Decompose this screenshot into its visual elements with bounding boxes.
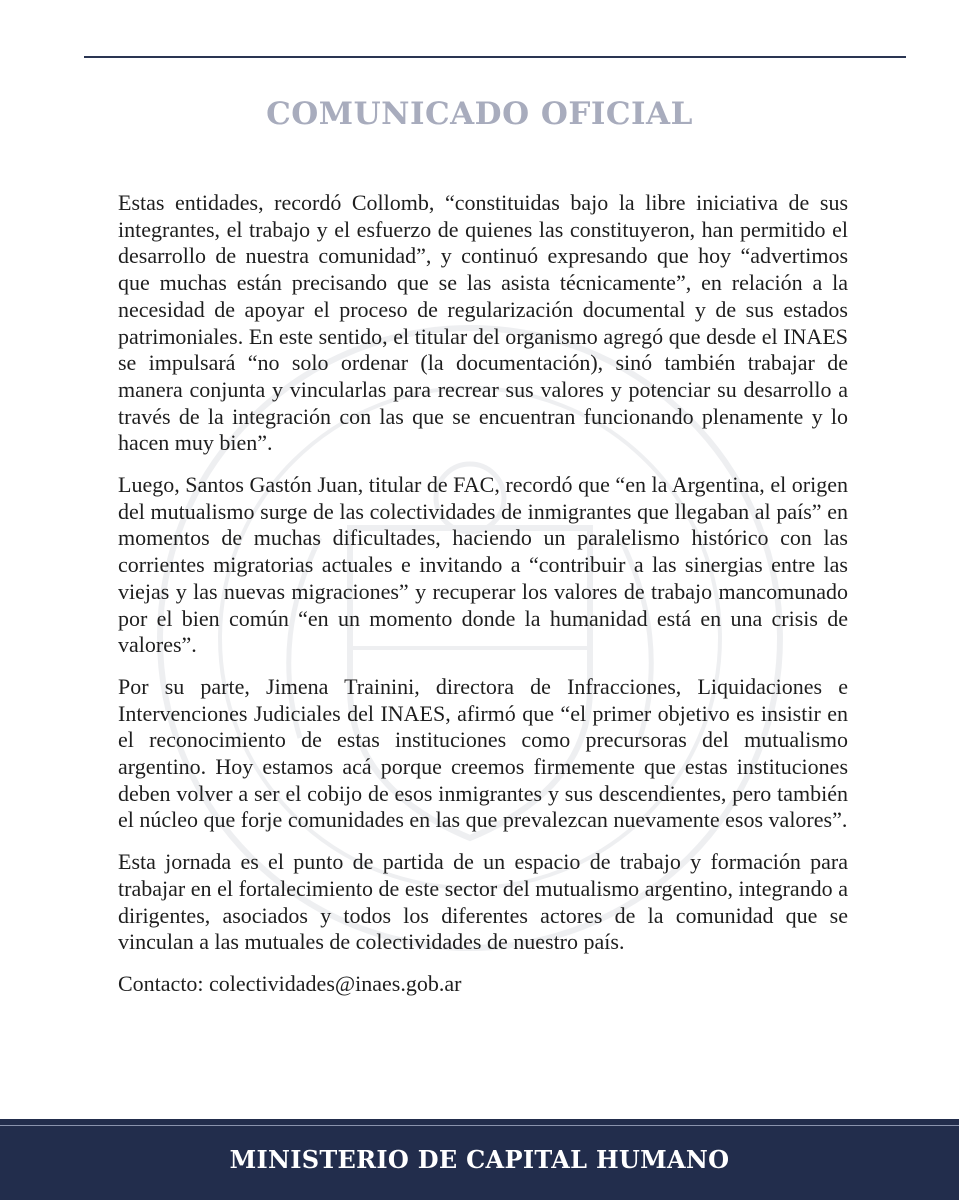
- footer-divider: [0, 1125, 959, 1126]
- ministry-name: MINISTERIO DE CAPITAL HUMANO: [229, 1145, 730, 1174]
- paragraph: Por su parte, Jimena Trainini, directora de Infracciones, Liquidaciones e Intervenciones Judiciales del INAES, afirmó que “el primer objetivo es insistir en el reconocimiento de estas instituciones como precursoras del mutualismo argentino. Hoy estamos acá porque creemos firmemente que estas instituciones deben volver a ser el cobijo de esos inmigrantes y sus descendientes, pero también el núcleo que forje comunidades en las que prevalezcan nuevamente esos valores”.: [118, 673, 848, 833]
- top-divider: [84, 56, 906, 58]
- footer-banner: [0, 1119, 959, 1200]
- paragraph: Luego, Santos Gastón Juan, titular de FAC, recordó que “en la Argentina, el origen del mutualismo surge de las colectividades de inmigrantes que llegaban al país” en momentos de muchas dificultades, haciendo un paralelismo histórico con las corrientes migratorias actuales e invitando a “contribuir a las sinergias entre las viejas y las nuevas migraciones” y recuperar los valores de trabajo mancomunado por el bien común “en un momento donde la humanidad está en una crisis de valores”.: [118, 472, 848, 658]
- page-title: COMUNICADO OFICIAL: [266, 96, 693, 132]
- paragraph: Esta jornada es el punto de partida de un espacio de trabajo y formación para trabajar en el fortalecimiento de este sector del mutualismo argentino, integrando a dirigentes, asociados y todos los diferentes actores de la comunidad que se vinculan a las mutuales de colectividades de nuestro país.: [118, 849, 848, 955]
- paragraph: Estas entidades, recordó Collomb, “constituidas bajo la libre iniciativa de sus integrantes, el trabajo y el esfuerzo de quienes las constituyeron, han permitido el desarrollo de nuestra comunidad”, y continuó expresando que hoy “advertimos que muchas están precisando que se las asista técnicamente”, en relación a la necesidad de apoyar el proceso de regularización documental y de sus estados patrimoniales. En este sentido, el titular del organismo agregó que desde el INAES se impulsará “no solo ordenar (la documentación), sinó también trabajar de manera conjunta y vincularlas para recrear sus valores y potenciar su desarrollo a través de la integración con las que se encuentran funcionando plenamente y lo hacen muy bien”.: [118, 190, 848, 456]
- contact-line: Contacto: colectividades@inaes.gob.ar: [118, 970, 462, 996]
- document-body: [118, 190, 848, 1013]
